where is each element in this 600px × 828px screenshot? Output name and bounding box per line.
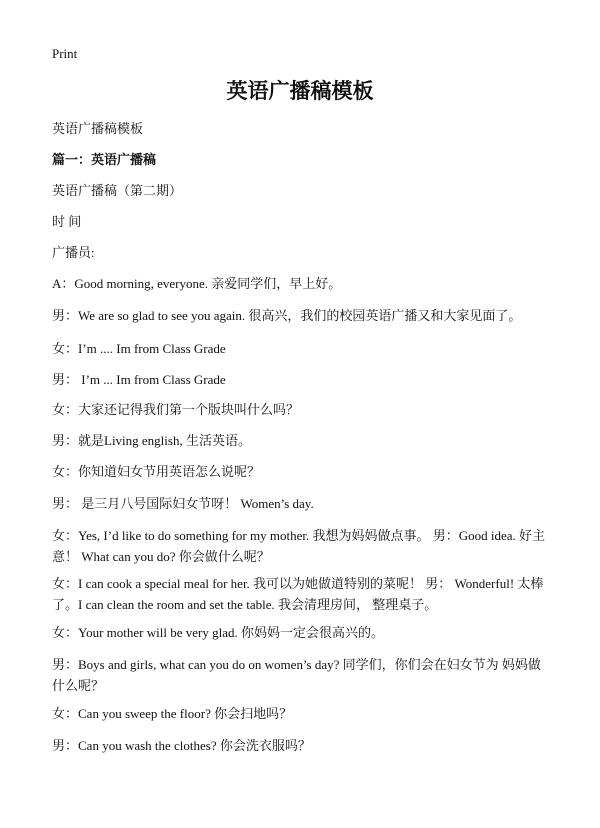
broadcaster-line: 广播员: — [52, 245, 95, 260]
print-label: Print — [52, 46, 78, 61]
dialogue-line: 男：We are so glad to see you again. 很高兴，我们的校园英语广播又和大家见面了。 — [52, 308, 522, 323]
section-heading: 篇一：英语广播稿 — [52, 152, 157, 167]
dialogue-line: 女：Your mother will be very glad. 你妈妈一定会很高兴的。 — [52, 625, 384, 640]
dialogue-line: 男：Boys and girls, what can you do on women’s day? 同学们，你们会在妇女节为 妈妈做什么呢？ — [52, 657, 541, 693]
dialogue-line: 男：就是Living english, 生活英语。 — [52, 433, 251, 448]
document-title: 英语广播稿模板 — [226, 79, 374, 103]
dialogue-line: 男： 是三月八号国际妇女节呀！ Women’s day. — [52, 496, 314, 511]
dialogue-line: 男：Can you wash the clothes? 你会洗衣服吗？ — [52, 738, 311, 753]
dialogue-line: 女：I can cook a special meal for her. 我可以为她做道特别的菜呢！ 男： Wonderful! 太棒了。I can clean the room and set the table. 我会清理房间， 整理桌子。 — [52, 576, 544, 612]
dialogue-line: A：Good morning, everyone. 亲爱同学们，早上好。 — [52, 276, 342, 291]
dialogue-line: 女：Yes, I’d like to do something for my mother. 我想为妈妈做点事。 男：Good idea. 好主意！ What can you do? 你会做什么呢？ — [52, 528, 546, 564]
dialogue-line: 男： I’m ... Im from Class Grade — [52, 372, 226, 387]
dialogue-line: 女：I’m .... Im from Class Grade — [52, 341, 226, 356]
dialogue-line: 女：Can you sweep the floor? 你会扫地吗？ — [52, 706, 293, 721]
dialogue-line: 女：大家还记得我们第一个版块叫什么吗？ — [52, 402, 300, 417]
dialogue-line: 女：你知道妇女节用英语怎么说呢？ — [52, 464, 261, 479]
subtitle-line: 英语广播稿模板 — [52, 121, 144, 136]
issue-line: 英语广播稿（第二期） — [52, 183, 183, 198]
time-line: 时 间 — [52, 214, 82, 229]
